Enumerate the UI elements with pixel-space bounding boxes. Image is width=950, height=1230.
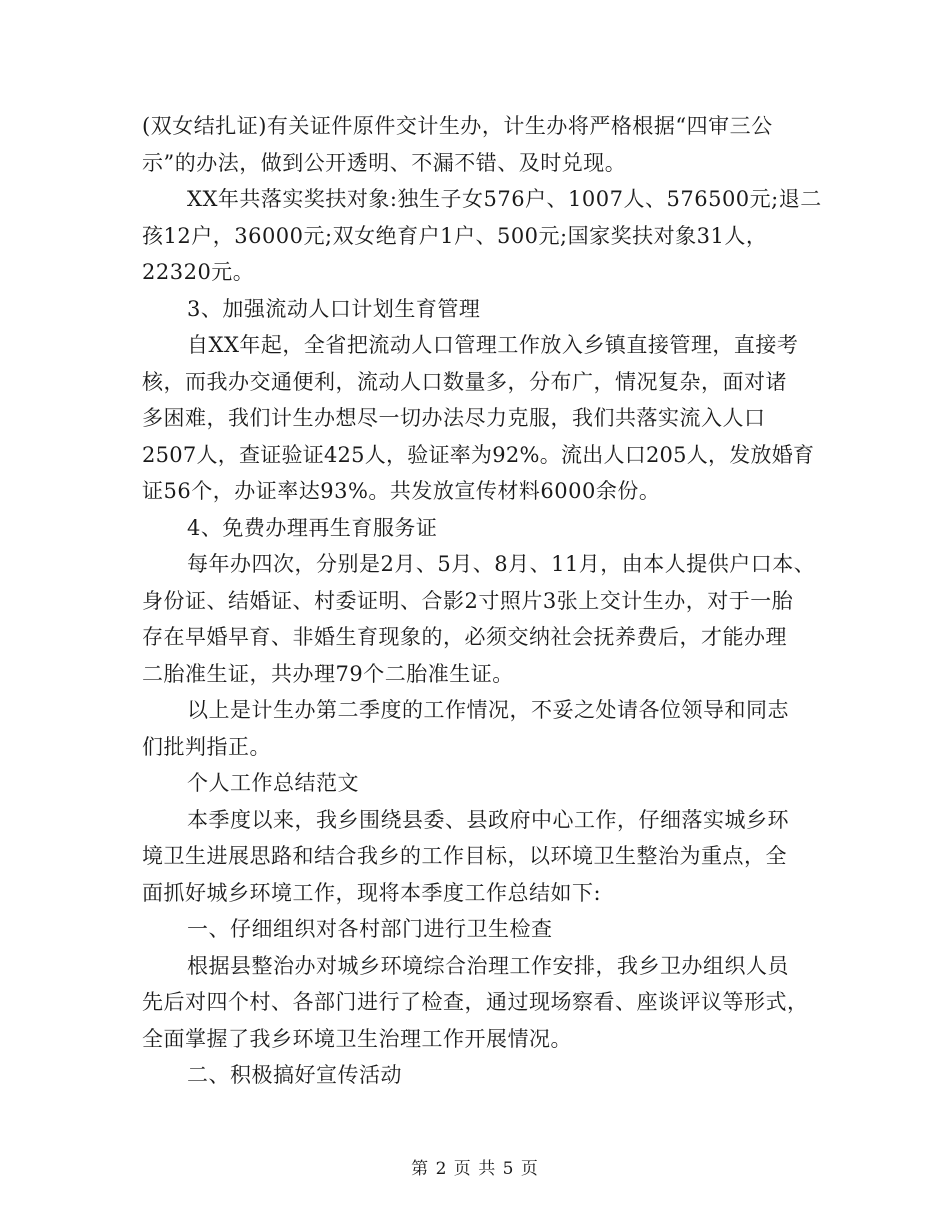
text-line: 们批判指正。 — [142, 734, 271, 759]
text-line: XX年共落实奖扶对象:独生子女576户、1007人、576500元;退二 — [187, 187, 822, 211]
text-line: 先后对四个村、各部门进行了检查，通过现场察看、座谈评议等形式， — [142, 990, 809, 1014]
text-line: 二胎准生证，共办理79个二胎准生证。 — [142, 661, 514, 686]
text-line: 孩12户，36000元;双女绝育户1户、500元;国家奖扶对象31人， — [142, 223, 768, 248]
document-body — [142, 108, 822, 1094]
text-line: 本季度以来，我乡围绕县委、县政府中心工作，仔细落实城乡环 — [187, 807, 789, 832]
text-line: 每年办四次，分别是2月、5月、8月、11月，由本人提供户口本、 — [187, 552, 816, 576]
page-number-footer: 第 2 页 共 5 页 — [411, 1159, 539, 1179]
text-line: 二、积极搞好宣传活动 — [187, 1063, 402, 1087]
text-line: 核，而我办交通便利，流动人口数量多，分布广，情况复杂，面对诸 — [142, 369, 787, 394]
text-line: 证56个，办证率达93%。共发放宣传材料6000余份。 — [142, 479, 661, 503]
text-line: 身份证、结婚证、村委证明、合影2寸照片3张上交计生办，对于一胎 — [142, 588, 794, 613]
text-line: 一、仔细组织对各村部门进行卫生检查 — [187, 917, 553, 941]
text-line: 境卫生进展思路和结合我乡的工作目标，以环境卫生整治为重点，全 — [142, 844, 787, 868]
text-line: 面抓好城乡环境工作，现将本季度工作总结如下: — [142, 880, 602, 905]
text-line: 示”的办法，做到公开透明、不漏不错、及时兑现。 — [142, 150, 627, 175]
text-line: (双女结扎证)有关证件原件交计生办，计生办将严格根据“四审三公 — [142, 114, 773, 138]
text-line: 存在早婚早育、非婚生育现象的，必须交纳社会抚养费后，才能办理 — [142, 625, 787, 649]
text-line: 3、加强流动人口计划生育管理 — [187, 296, 481, 321]
text-line: 2507人，查证验证425人，验证率为92%。流出人口205人，发放婚育 — [142, 442, 815, 467]
text-line: 多困难，我们计生办想尽一切办法尽力克服，我们共落实流入人口 — [142, 406, 766, 430]
text-line: 自XX年起，全省把流动人口管理工作放入乡镇直接管理，直接考 — [187, 333, 799, 357]
text-line: 22320元。 — [142, 260, 255, 284]
text-line: 以上是计生办第二季度的工作情况，不妥之处请各位领导和同志 — [187, 698, 789, 722]
text-line: 全面掌握了我乡环境卫生治理工作开展情况。 — [142, 1026, 572, 1051]
text-line: 根据县整治办对城乡环境综合治理工作安排，我乡卫办组织人员 — [187, 953, 789, 978]
text-line: 个人工作总结范文 — [187, 771, 359, 795]
text-line: 4、免费办理再生育服务证 — [187, 515, 438, 540]
